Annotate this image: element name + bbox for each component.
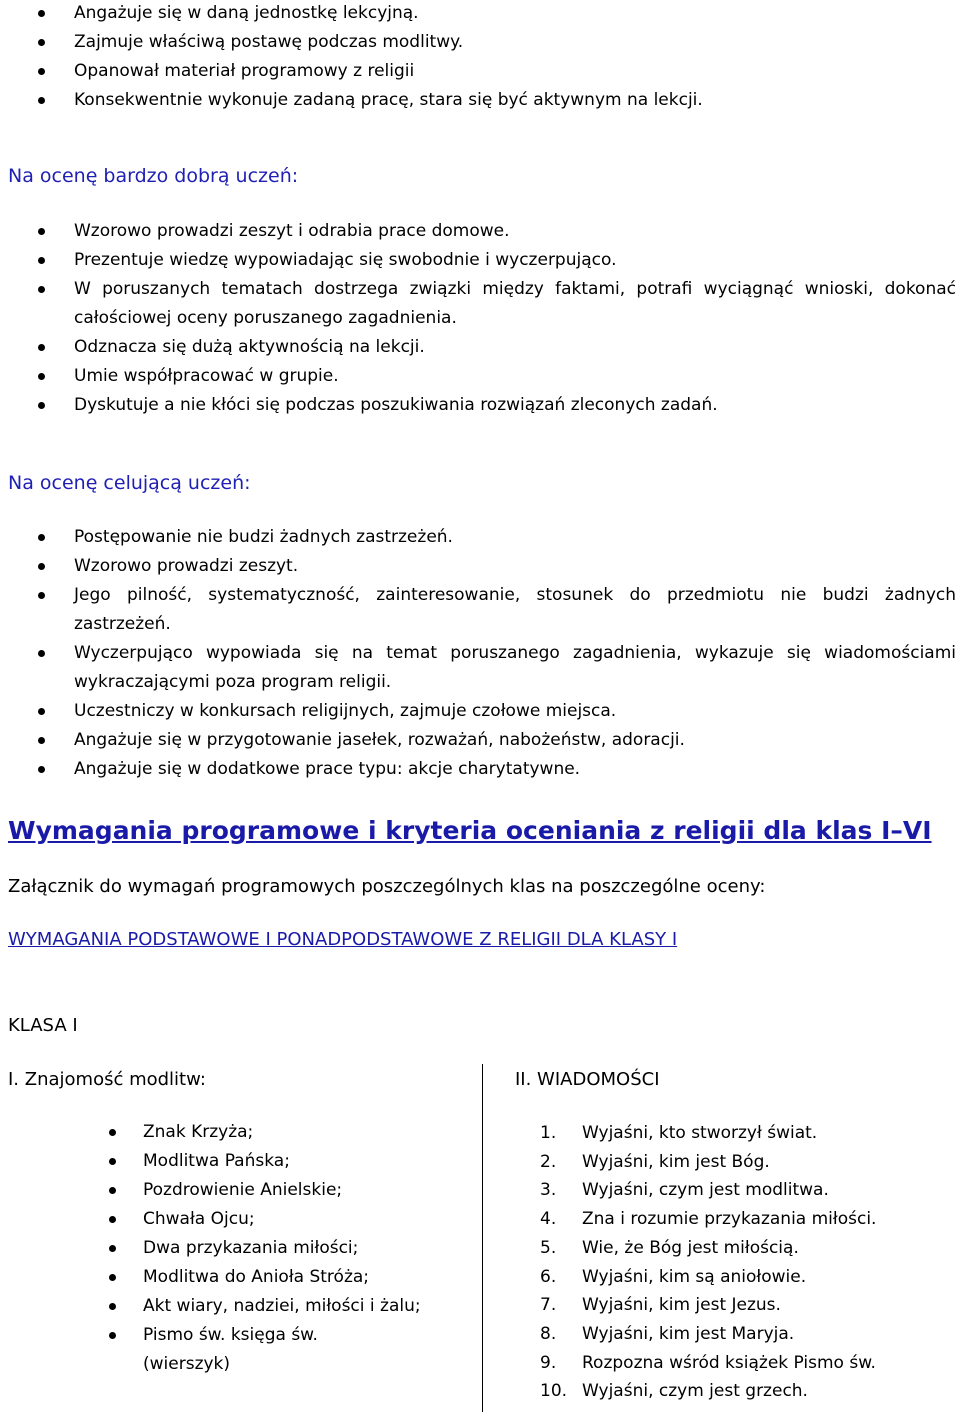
bullet-icon [38,286,45,293]
list-item: Konsekwentnie wykonuje zadaną pracę, stara się być aktywnym na lekcji. [0,86,960,115]
list-item: Wzorowo prowadzi zeszyt i odrabia prace domowe. [0,217,960,246]
list-item: Dwa przykazania miłości; [0,1234,453,1263]
list-item: 10. Wyjaśni, czym jest grzech. [540,1381,808,1402]
right-column [510,1066,950,1406]
bullet-icon [109,1332,116,1339]
bullet-icon [38,592,45,599]
bullet-icon [109,1216,116,1223]
class-label: KLASA I [8,1015,78,1036]
bullet-icon [38,766,45,773]
list-item: Akt wiary, nadziei, miłości i żalu; [0,1292,449,1321]
list-item: 2. Wyjaśni, kim jest Bóg. [540,1151,770,1172]
list-item: Modlitwa do Anioła Stróża; [0,1263,453,1292]
list-item: Dyskutuje a nie kłóci się podczas poszukiwania rozwiązań zleconych zadań. [0,391,960,420]
list-item: Zajmuje właściwą postawę podczas modlitwy. [0,28,960,57]
bullet-icon [38,257,45,264]
bullet-icon [38,737,45,744]
bullet-icon [38,563,45,570]
list-item: 8. Wyjaśni, kim jest Maryja. [540,1323,795,1344]
bullet-icon [38,708,45,715]
list-item: Postępowanie nie budzi żadnych zastrzeżeń. [0,523,960,552]
bullet-icon [38,97,45,104]
list-item: Opanował materiał programowy z religii [0,57,960,86]
list-item: Uczestniczy w konkursach religijnych, zajmuje czołowe miejsca. [0,697,960,726]
bullet-icon [109,1187,116,1194]
bullet-icon [38,228,45,235]
column-divider [482,1064,483,1412]
bullet-icon [38,68,45,75]
list-item: Wyczerpująco wypowiada się na temat poruszanego zagadnienia, wykazuje się wiadomościami wykraczającymi poza program religii. [0,639,960,697]
list-item: Odznacza się dużą aktywnością na lekcji. [0,333,960,362]
list-item: 5. Wie, że Bóg jest miłością. [540,1237,799,1258]
list-item: Angażuje się w dodatkowe prace typu: akcje charytatywne. [0,755,960,784]
subtitle: WYMAGANIA PODSTAWOWE I PONADPODSTAWOWE Z RELIGII DLA KLASY I [8,929,678,950]
list-item: 9. Rozpozna wśród książek Pismo św. [540,1352,876,1373]
bullet-icon [109,1245,116,1252]
list-item: Angażuje się w daną jednostkę lekcyjną. [0,0,960,28]
list-item: Umie współpracować w grupie. [0,362,960,391]
list-item: 3. Wyjaśni, czym jest modlitwa. [540,1180,829,1201]
list-item: Chwała Ojcu; [0,1205,453,1234]
list-item: Pozdrowienie Anielskie; [0,1176,453,1205]
very-good-heading: Na ocenę bardzo dobrą uczeń: [8,165,299,187]
list-item: Znak Krzyża; [0,1118,453,1147]
bullet-icon [109,1303,116,1310]
bullet-icon [109,1274,116,1281]
bullet-icon [38,10,45,17]
prayers-list [0,1118,480,1379]
excellent-heading: Na ocenę celującą uczeń: [8,472,251,494]
section-title: Wymagania programowe i kryteria oceniania z religii dla klas I–VI [8,816,932,845]
list-item: Jego pilność, systematyczność, zainteresowanie, stosunek do przedmiotu nie budzi żadnych zastrzeżeń. [0,581,960,639]
bullet-icon [38,344,45,351]
very-good-list [0,217,960,420]
list-item: Modlitwa Pańska; [0,1147,453,1176]
prayers-heading: I. Znajomość modlitw: [8,1069,206,1090]
list-item: Wzorowo prowadzi zeszyt. [0,552,960,581]
left-column [0,1066,480,1379]
knowledge-list [500,1119,950,1406]
excellent-list [0,523,960,784]
list-item: 6. Wyjaśni, kim są aniołowie. [540,1266,807,1287]
bullet-icon [38,39,45,46]
list-item: 7. Wyjaśni, kim jest Jezus. [540,1295,781,1316]
bullet-icon [38,402,45,409]
bullet-icon [38,650,45,657]
bullet-icon [38,534,45,541]
bullet-icon [109,1129,116,1136]
list-item: 1. Wyjaśni, kto stworzył świat. [540,1123,818,1143]
list-item: Prezentuje wiedzę wypowiadając się swobodnie i wyczerpująco. [0,246,960,275]
attachment-line: Załącznik do wymagań programowych poszczególnych klas na poszczególne oceny: [8,876,766,897]
bullet-icon [109,1158,116,1165]
top-criteria-list [0,0,960,115]
list-item: Angażuje się w przygotowanie jasełek, rozważań, nabożeństw, adoracji. [0,726,960,755]
list-item: Pismo św. księga św. (wierszyk) [0,1321,343,1379]
knowledge-heading: II. WIADOMOŚCI [515,1069,660,1090]
bullet-icon [38,373,45,380]
list-item: 4. Zna i rozumie przykazania miłości. [540,1209,877,1230]
list-item: W poruszanych tematach dostrzega związki między faktami, potrafi wyciągnąć wnioski, dokonać całościowej oceny poruszanego zagadnienia. [0,275,960,333]
